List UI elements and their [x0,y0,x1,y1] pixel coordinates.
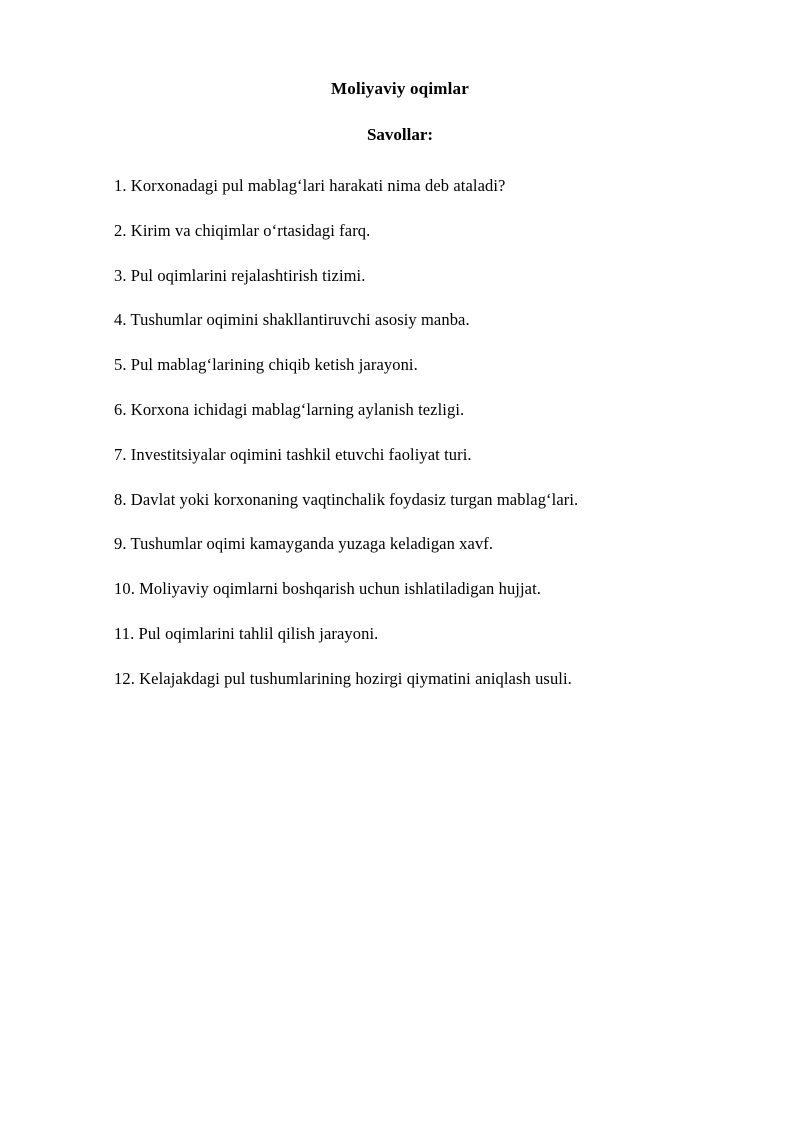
question-item-5: 5. Pul mablag‘larining chiqib ketish jarayoni. [114,355,418,375]
question-item-12: 12. Kelajakdagi pul tushumlarining hozirgi qiymatini aniqlash usuli. [114,668,572,688]
question-item-1: 1. Korxonadagi pul mablag‘lari harakati nima deb ataladi? [114,176,506,196]
question-item-11: 11. Pul oqimlarini tahlil qilish jarayoni. [114,624,379,644]
question-item-4: 4. Tushumlar oqimini shakllantiruvchi asosiy manba. [114,310,470,330]
question-item-2: 2. Kirim va chiqimlar o‘rtasidagi farq. [114,220,371,240]
section-heading-savollar: Savollar: [366,124,434,144]
question-item-10: 10. Moliyaviy oqimlarni boshqarish uchun ishlatiladigan hujjat. [114,579,541,599]
question-list [114,176,734,689]
question-item-3: 3. Pul oqimlarini rejalashtirish tizimi. [114,265,366,285]
question-item-6: 6. Korxona ichidagi mablag‘larning aylanish tezligi. [114,400,465,420]
question-item-8: 8. Davlat yoki korxonaning vaqtinchalik foydasiz turgan mablag‘lari. [114,489,579,509]
page-title: Moliyaviy oqimlar [331,79,469,98]
question-item-7: 7. Investitsiyalar oqimini tashkil etuvchi faoliyat turi. [114,444,472,464]
question-item-9: 9. Tushumlar oqimi kamayganda yuzaga keladigan xavf. [114,534,494,554]
